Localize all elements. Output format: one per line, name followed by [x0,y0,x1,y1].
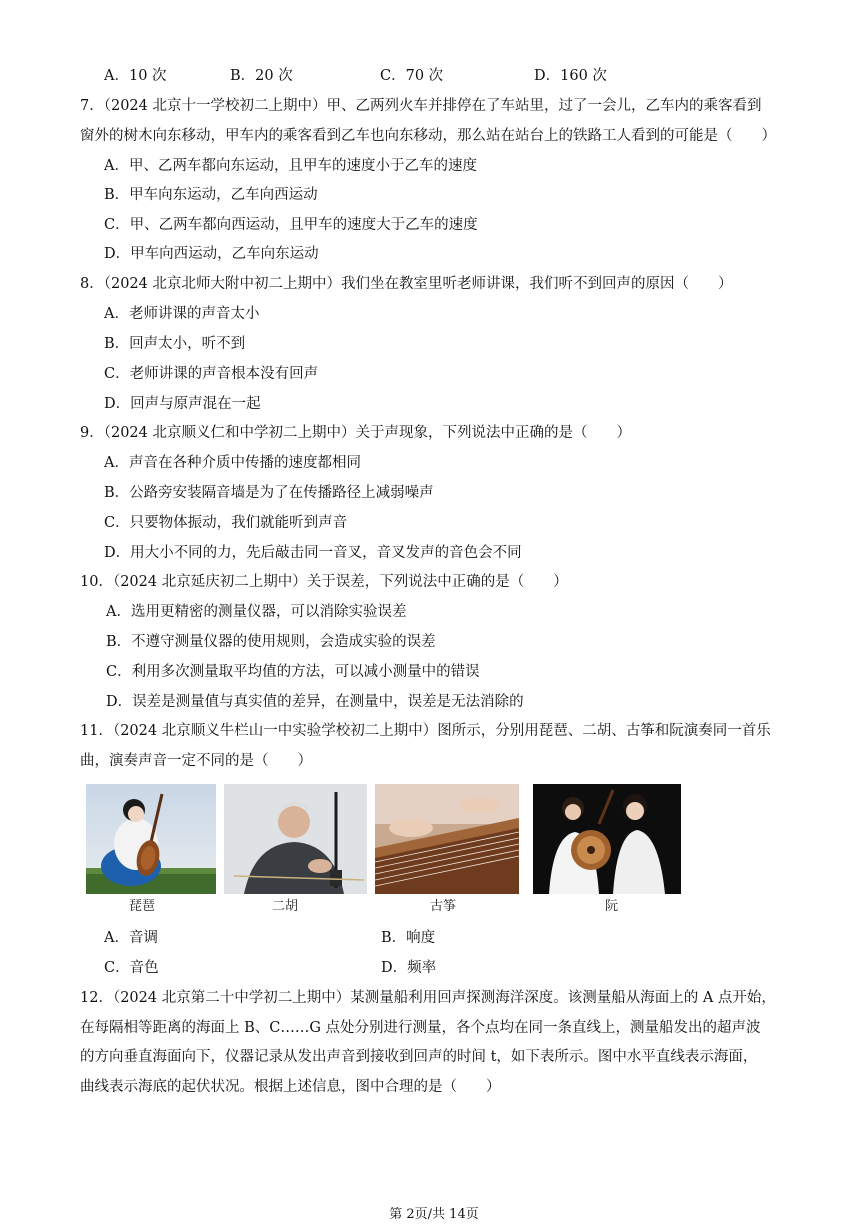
q12-stem-line2: 在每隔相等距离的海面上 B、C……G 点处分别进行测量，各个点均在同一条直线上，测量船发出的超声波 [80,1020,761,1036]
q12-stem-line3: 的方向垂直海面向下，仪器记录从发出声音到接收到回声的时间 t，如下表所示。图中水平直线表示海面， [80,1049,758,1065]
guzheng-photo [375,784,519,894]
q6-option-a: A．10 次 [104,68,167,84]
q7-option-c: C．甲、乙两车都向西运动，且甲车的速度大于乙车的速度 [104,217,478,233]
q7-option-b: B．甲车向东运动，乙车向西运动 [104,187,318,203]
q9-option-d: D．用大小不同的力，先后敲击同一音叉，音叉发声的音色会不同 [104,545,522,561]
q7-option-a: A．甲、乙两车都向东运动，且甲车的速度小于乙车的速度 [104,158,477,174]
caption-erhu: 二胡 [272,899,299,914]
pipa-photo [86,784,216,894]
q8-option-d: D．回声与原声混在一起 [104,396,261,412]
q10-option-c: C．利用多次测量取平均值的方法，可以减小测量中的错误 [106,664,480,680]
q8-option-a: A．老师讲课的声音太小 [104,306,260,322]
q12-stem-line4: 曲线表示海底的起伏状况。根据上述信息，图中合理的是（ ） [80,1079,501,1095]
q10-stem: 10．（2024 北京延庆初二上期中）关于误差，下列说法中正确的是（ ） [80,574,568,590]
q9-option-a: A．声音在各种介质中传播的速度都相同 [104,455,361,471]
q6-options [104,66,724,86]
q10-option-d: D．误差是测量值与真实值的差异，在测量中，误差是无法消除的 [106,694,524,710]
caption-pipa: 琵琶 [129,899,156,914]
q11-stem-line2: 曲，演奏声音一定不同的是（ ） [80,753,312,769]
caption-guzheng: 古筝 [430,899,457,914]
q6-option-c: C．70 次 [380,68,444,84]
q7-option-d: D．甲车向西运动，乙车向东运动 [104,246,319,262]
q11-option-b: B．响度 [381,930,436,946]
q7-stem-line2: 窗外的树木向东移动，甲车内的乘客看到乙车也向东移动，那么站在站台上的铁路工人看到的可能是（ ） [80,128,776,144]
q9-stem: 9．（2024 北京顺义仁和中学初二上期中）关于声现象，下列说法中正确的是（ ） [80,425,631,441]
q6-option-d: D．160 次 [534,68,607,84]
q9-option-b: B．公路旁安装隔音墙是为了在传播路径上减弱噪声 [104,485,434,501]
q11-option-d: D．频率 [381,960,437,976]
q6-option-b: B．20 次 [230,68,293,84]
erhu-photo [224,784,367,894]
q11-stem-line1: 11．（2024 北京顺义牛栏山一中实验学校初二上期中）图所示，分别用琵琶、二胡、古筝和阮演奏同一首乐 [80,723,771,739]
q8-option-b: B．回声太小，听不到 [104,336,246,352]
q12-stem-line1: 12．（2024 北京第二十中学初二上期中）某测量船利用回声探测海洋深度。该测量船从海面上的 A 点开始， [80,990,776,1006]
caption-ruan: 阮 [605,899,619,914]
q9-option-c: C．只要物体振动，我们就能听到声音 [104,515,348,531]
q11-option-a: A．音调 [104,930,158,946]
q8-option-c: C．老师讲课的声音根本没有回声 [104,366,319,382]
q8-stem: 8．（2024 北京北师大附中初二上期中）我们坐在教室里听老师讲课，我们听不到回声的原因（ ） [80,276,733,292]
page-footer: 第 2页/共 14页 [389,1207,479,1222]
q7-stem-line1: 7．（2024 北京十一学校初二上期中）甲、乙两列火车并排停在了车站里，过了一会儿，乙车内的乘客看到 [80,98,762,114]
q11-option-c: C．音色 [104,960,159,976]
q10-option-a: A．选用更精密的测量仪器，可以消除实验误差 [106,604,407,620]
ruan-photo [533,784,681,894]
q10-option-b: B．不遵守测量仪器的使用规则，会造成实验的误差 [106,634,436,650]
